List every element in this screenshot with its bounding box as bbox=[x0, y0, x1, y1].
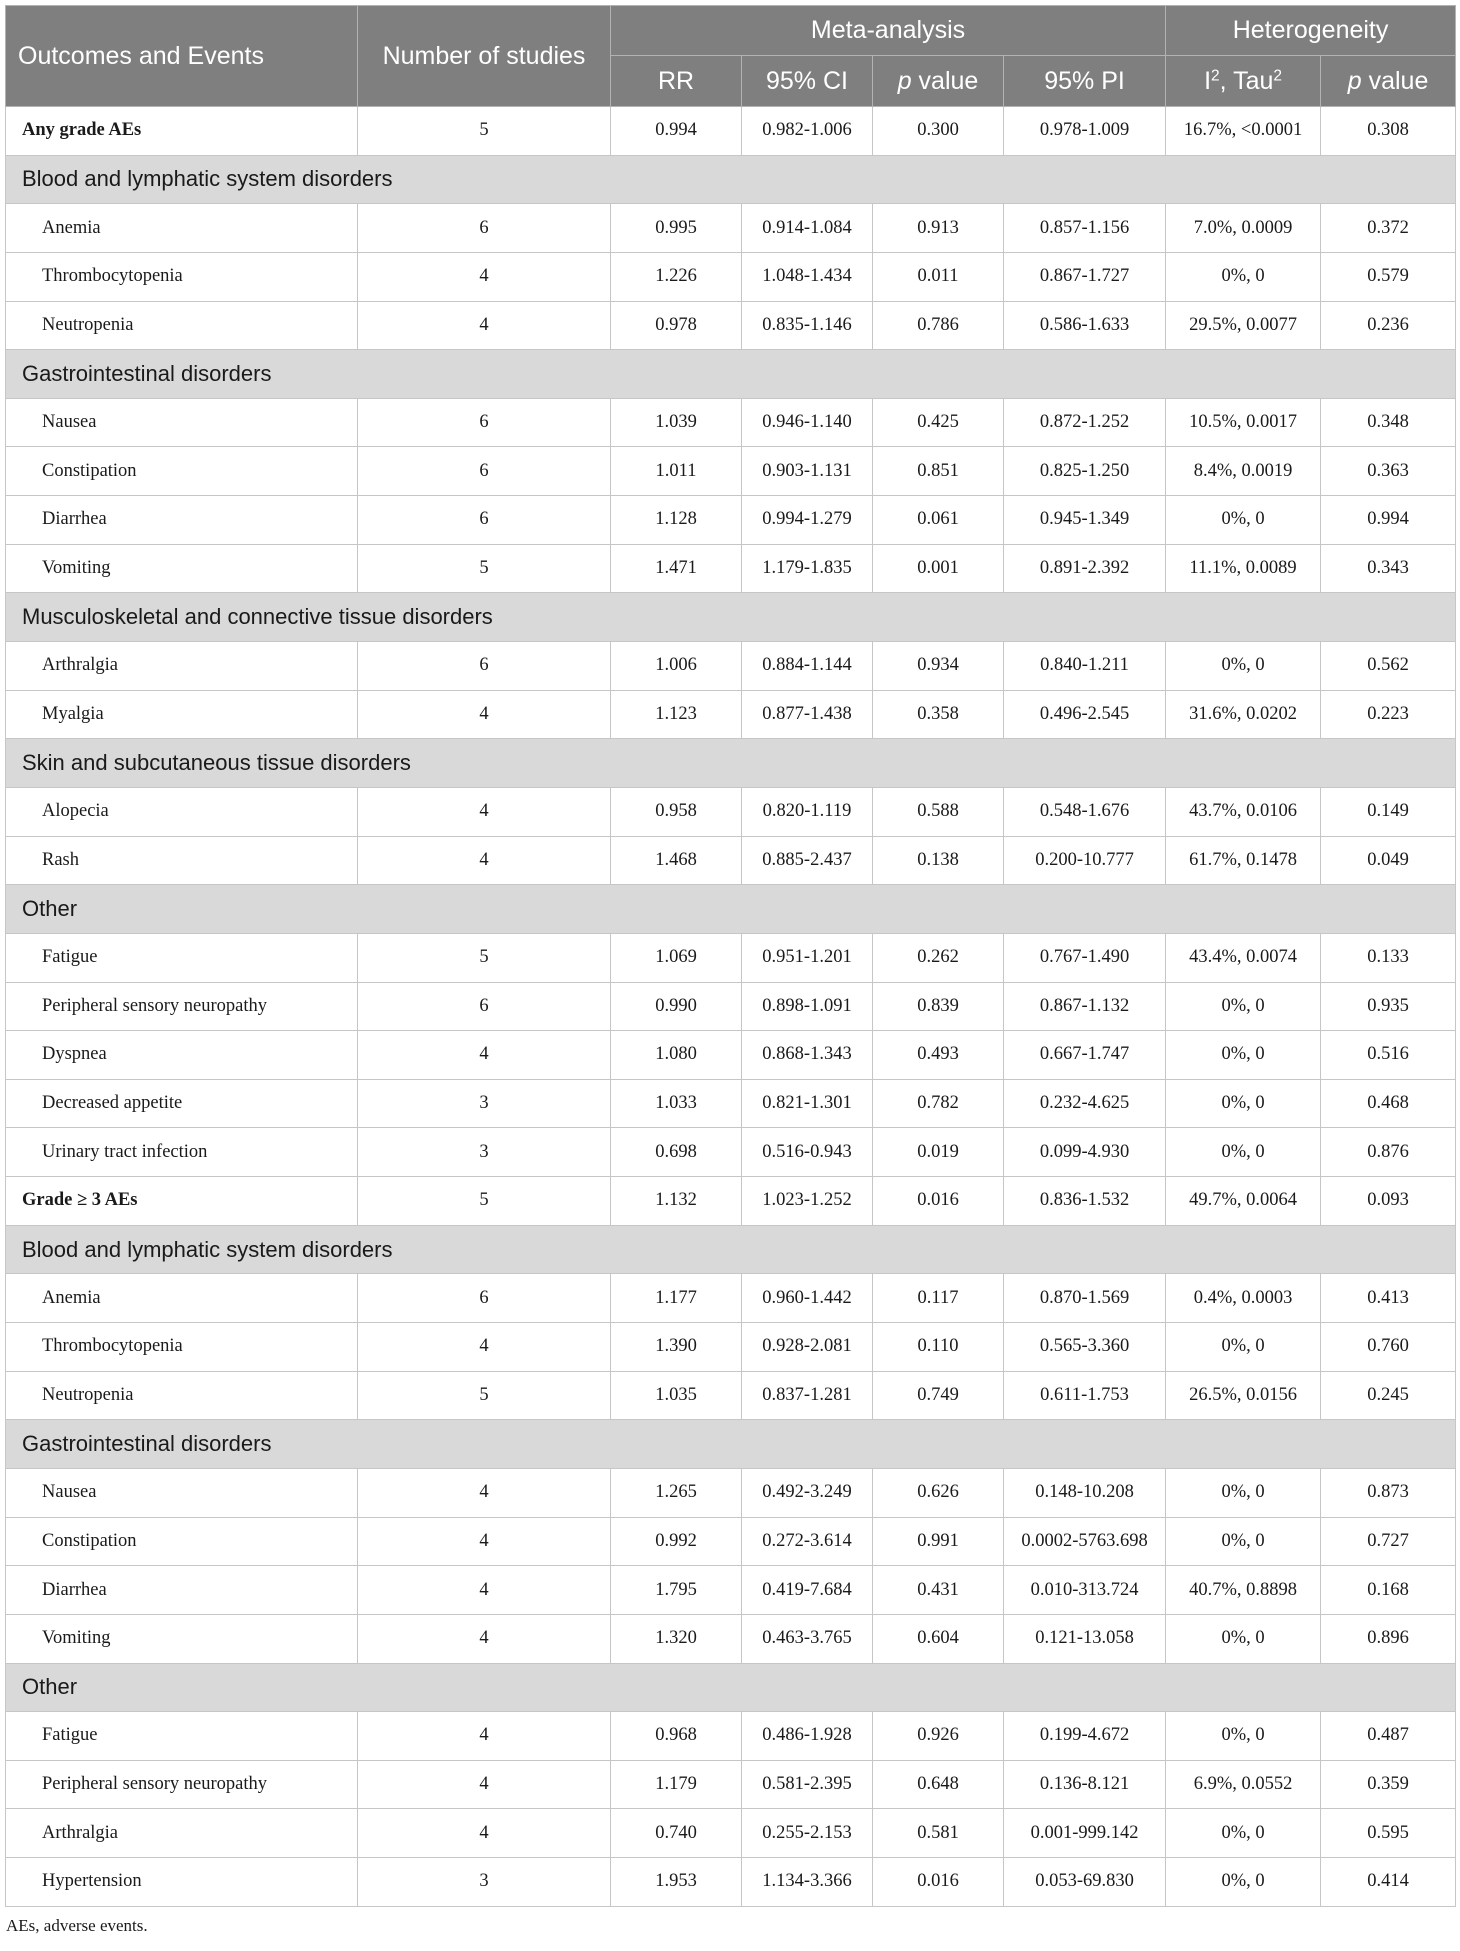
num-studies-header: Number of studies bbox=[358, 6, 611, 107]
ci-cell: 0.492-3.249 bbox=[742, 1468, 873, 1517]
i2-tau2-cell: 43.4%, 0.0074 bbox=[1166, 933, 1321, 982]
rr-cell: 1.080 bbox=[611, 1031, 742, 1080]
event-name-cell: Diarrhea bbox=[6, 1566, 358, 1615]
table-row bbox=[6, 252, 1456, 301]
heterogeneity-p-cell: 0.236 bbox=[1321, 301, 1456, 350]
adverse-events-table bbox=[5, 5, 1456, 1907]
pi-cell: 0.825-1.250 bbox=[1004, 447, 1166, 496]
i2-tau2-cell: 29.5%, 0.0077 bbox=[1166, 301, 1321, 350]
rr-cell: 1.177 bbox=[611, 1274, 742, 1323]
event-name-cell: Myalgia bbox=[6, 690, 358, 739]
pi-cell: 0.867-1.727 bbox=[1004, 252, 1166, 301]
category-label: Skin and subcutaneous tissue disorders bbox=[6, 739, 1456, 788]
category-row bbox=[6, 593, 1456, 642]
rr-cell: 0.740 bbox=[611, 1809, 742, 1858]
table-footnote: AEs, adverse events. bbox=[6, 1915, 148, 1935]
rr-cell: 1.953 bbox=[611, 1858, 742, 1907]
p-value-cell: 0.061 bbox=[873, 496, 1004, 545]
pi-cell: 0.867-1.132 bbox=[1004, 982, 1166, 1031]
event-name-cell: Any grade AEs bbox=[6, 107, 358, 156]
i2-tau2-cell: 0%, 0 bbox=[1166, 642, 1321, 691]
heterogeneity-p-cell: 0.049 bbox=[1321, 836, 1456, 885]
num-studies-cell: 5 bbox=[358, 933, 611, 982]
num-studies-cell: 6 bbox=[358, 398, 611, 447]
event-name-cell: Rash bbox=[6, 836, 358, 885]
category-label: Blood and lymphatic system disorders bbox=[6, 155, 1456, 204]
rr-cell: 1.069 bbox=[611, 933, 742, 982]
category-label: Other bbox=[6, 1663, 1456, 1712]
table-row bbox=[6, 1712, 1456, 1761]
pi-cell: 0.200-10.777 bbox=[1004, 836, 1166, 885]
pi-cell: 0.099-4.930 bbox=[1004, 1128, 1166, 1177]
num-studies-cell: 4 bbox=[358, 1031, 611, 1080]
i2-tau2-cell: 0%, 0 bbox=[1166, 1031, 1321, 1080]
table-row bbox=[6, 933, 1456, 982]
heterogeneity-p-cell: 0.876 bbox=[1321, 1128, 1456, 1177]
pi-cell: 0.548-1.676 bbox=[1004, 787, 1166, 836]
category-row bbox=[6, 885, 1456, 934]
heterogeneity-p-cell: 0.414 bbox=[1321, 1858, 1456, 1907]
ci-cell: 1.134-3.366 bbox=[742, 1858, 873, 1907]
summary-row bbox=[6, 1177, 1456, 1226]
ci-cell: 0.419-7.684 bbox=[742, 1566, 873, 1615]
i2-tau2-cell: 0%, 0 bbox=[1166, 1323, 1321, 1372]
i2-tau2-cell: 0%, 0 bbox=[1166, 496, 1321, 545]
category-row bbox=[6, 155, 1456, 204]
num-studies-cell: 5 bbox=[358, 544, 611, 593]
rr-cell: 0.698 bbox=[611, 1128, 742, 1177]
p-value-cell: 0.117 bbox=[873, 1274, 1004, 1323]
pi-cell: 0.001-999.142 bbox=[1004, 1809, 1166, 1858]
p-value-cell: 0.001 bbox=[873, 544, 1004, 593]
pi-cell: 0.148-10.208 bbox=[1004, 1468, 1166, 1517]
heterogeneity-p-cell: 0.562 bbox=[1321, 642, 1456, 691]
rr-cell: 1.128 bbox=[611, 496, 742, 545]
ci-cell: 0.820-1.119 bbox=[742, 787, 873, 836]
event-name-cell: Fatigue bbox=[6, 1712, 358, 1761]
event-name-cell: Thrombocytopenia bbox=[6, 1323, 358, 1372]
i2-tau2-cell: 0%, 0 bbox=[1166, 1517, 1321, 1566]
p-value-cell: 0.016 bbox=[873, 1858, 1004, 1907]
heterogeneity-p-cell: 0.093 bbox=[1321, 1177, 1456, 1226]
num-studies-cell: 5 bbox=[358, 1177, 611, 1226]
table-row bbox=[6, 1274, 1456, 1323]
ci-cell: 0.898-1.091 bbox=[742, 982, 873, 1031]
p-value-cell: 0.786 bbox=[873, 301, 1004, 350]
ci-cell: 0.868-1.343 bbox=[742, 1031, 873, 1080]
rr-cell: 1.039 bbox=[611, 398, 742, 447]
category-row bbox=[6, 1663, 1456, 1712]
table-row bbox=[6, 1371, 1456, 1420]
event-name-cell: Constipation bbox=[6, 1517, 358, 1566]
heterogeneity-p-cell: 0.896 bbox=[1321, 1614, 1456, 1663]
p-value-cell: 0.913 bbox=[873, 204, 1004, 253]
i2-tau2-cell: 43.7%, 0.0106 bbox=[1166, 787, 1321, 836]
event-name-cell: Hypertension bbox=[6, 1858, 358, 1907]
ci-cell: 0.994-1.279 bbox=[742, 496, 873, 545]
event-name-cell: Thrombocytopenia bbox=[6, 252, 358, 301]
table-row bbox=[6, 1079, 1456, 1128]
heterogeneity-p-cell: 0.935 bbox=[1321, 982, 1456, 1031]
rr-cell: 1.035 bbox=[611, 1371, 742, 1420]
category-row bbox=[6, 739, 1456, 788]
heterogeneity-p-cell: 0.348 bbox=[1321, 398, 1456, 447]
rr-cell: 1.033 bbox=[611, 1079, 742, 1128]
table-row bbox=[6, 1128, 1456, 1177]
event-name-cell: Grade ≥ 3 AEs bbox=[6, 1177, 358, 1226]
num-studies-cell: 3 bbox=[358, 1128, 611, 1177]
num-studies-cell: 4 bbox=[358, 1517, 611, 1566]
table-row bbox=[6, 1809, 1456, 1858]
ci-cell: 1.048-1.434 bbox=[742, 252, 873, 301]
pi-cell: 0.891-2.392 bbox=[1004, 544, 1166, 593]
event-name-cell: Anemia bbox=[6, 204, 358, 253]
p-value-cell: 0.493 bbox=[873, 1031, 1004, 1080]
category-row bbox=[6, 350, 1456, 399]
category-label: Gastrointestinal disorders bbox=[6, 350, 1456, 399]
category-label: Musculoskeletal and connective tissue disorders bbox=[6, 593, 1456, 642]
pi-cell: 0.0002-5763.698 bbox=[1004, 1517, 1166, 1566]
rr-cell: 0.990 bbox=[611, 982, 742, 1031]
heterogeneity-p-value-header: p value bbox=[1321, 56, 1456, 107]
i2-tau2-cell: 0%, 0 bbox=[1166, 982, 1321, 1031]
rr-cell: 0.968 bbox=[611, 1712, 742, 1761]
p-value-cell: 0.749 bbox=[873, 1371, 1004, 1420]
num-studies-cell: 5 bbox=[358, 107, 611, 156]
p-value-cell: 0.839 bbox=[873, 982, 1004, 1031]
heterogeneity-p-cell: 0.308 bbox=[1321, 107, 1456, 156]
pi-cell: 0.121-13.058 bbox=[1004, 1614, 1166, 1663]
i2-tau2-cell: 31.6%, 0.0202 bbox=[1166, 690, 1321, 739]
i2-tau2-cell: 0%, 0 bbox=[1166, 1614, 1321, 1663]
p-value-cell: 0.138 bbox=[873, 836, 1004, 885]
rr-cell: 1.123 bbox=[611, 690, 742, 739]
p-value-cell: 0.782 bbox=[873, 1079, 1004, 1128]
category-label: Other bbox=[6, 885, 1456, 934]
ci-cell: 0.885-2.437 bbox=[742, 836, 873, 885]
table-row bbox=[6, 1323, 1456, 1372]
heterogeneity-p-cell: 0.727 bbox=[1321, 1517, 1456, 1566]
pi-cell: 0.857-1.156 bbox=[1004, 204, 1166, 253]
rr-cell: 0.994 bbox=[611, 107, 742, 156]
event-name-cell: Urinary tract infection bbox=[6, 1128, 358, 1177]
table-row bbox=[6, 204, 1456, 253]
i2-tau2-cell: 8.4%, 0.0019 bbox=[1166, 447, 1321, 496]
num-studies-cell: 6 bbox=[358, 204, 611, 253]
p-value-cell: 0.358 bbox=[873, 690, 1004, 739]
i2-tau2-cell: 0.4%, 0.0003 bbox=[1166, 1274, 1321, 1323]
ci-cell: 0.982-1.006 bbox=[742, 107, 873, 156]
table-header bbox=[6, 6, 1456, 107]
heterogeneity-p-cell: 0.359 bbox=[1321, 1760, 1456, 1809]
ci-cell: 0.960-1.442 bbox=[742, 1274, 873, 1323]
ci-cell: 1.179-1.835 bbox=[742, 544, 873, 593]
pi-cell: 0.840-1.211 bbox=[1004, 642, 1166, 691]
heterogeneity-p-cell: 0.223 bbox=[1321, 690, 1456, 739]
p-value-cell: 0.934 bbox=[873, 642, 1004, 691]
pi-cell: 0.053-69.830 bbox=[1004, 1858, 1166, 1907]
meta-analysis-header: Meta-analysis bbox=[611, 6, 1166, 56]
num-studies-cell: 4 bbox=[358, 301, 611, 350]
table-row bbox=[6, 1858, 1456, 1907]
num-studies-cell: 4 bbox=[358, 690, 611, 739]
table-row bbox=[6, 1566, 1456, 1615]
summary-row bbox=[6, 107, 1456, 156]
rr-cell: 1.795 bbox=[611, 1566, 742, 1615]
i2-tau2-cell: 0%, 0 bbox=[1166, 1809, 1321, 1858]
table-row bbox=[6, 1517, 1456, 1566]
num-studies-cell: 6 bbox=[358, 496, 611, 545]
heterogeneity-p-cell: 0.372 bbox=[1321, 204, 1456, 253]
table-row bbox=[6, 1031, 1456, 1080]
i2-tau2-cell: 0%, 0 bbox=[1166, 1468, 1321, 1517]
rr-cell: 0.958 bbox=[611, 787, 742, 836]
pi-cell: 0.870-1.569 bbox=[1004, 1274, 1166, 1323]
p-value-cell: 0.581 bbox=[873, 1809, 1004, 1858]
ci-cell: 0.581-2.395 bbox=[742, 1760, 873, 1809]
i2-tau2-cell: 0%, 0 bbox=[1166, 1079, 1321, 1128]
ci-cell: 0.272-3.614 bbox=[742, 1517, 873, 1566]
heterogeneity-p-cell: 0.873 bbox=[1321, 1468, 1456, 1517]
num-studies-cell: 4 bbox=[358, 1712, 611, 1761]
num-studies-cell: 4 bbox=[358, 787, 611, 836]
rr-cell: 0.978 bbox=[611, 301, 742, 350]
table-row bbox=[6, 544, 1456, 593]
ci-cell: 0.914-1.084 bbox=[742, 204, 873, 253]
event-name-cell: Peripheral sensory neuropathy bbox=[6, 1760, 358, 1809]
event-name-cell: Vomiting bbox=[6, 544, 358, 593]
ci-cell: 0.884-1.144 bbox=[742, 642, 873, 691]
num-studies-cell: 4 bbox=[358, 1468, 611, 1517]
num-studies-cell: 4 bbox=[358, 1809, 611, 1858]
event-name-cell: Fatigue bbox=[6, 933, 358, 982]
rr-cell: 1.390 bbox=[611, 1323, 742, 1372]
heterogeneity-p-cell: 0.363 bbox=[1321, 447, 1456, 496]
p-value-cell: 0.926 bbox=[873, 1712, 1004, 1761]
pi-cell: 0.136-8.121 bbox=[1004, 1760, 1166, 1809]
event-name-cell: Alopecia bbox=[6, 787, 358, 836]
category-row bbox=[6, 1420, 1456, 1469]
num-studies-cell: 6 bbox=[358, 447, 611, 496]
num-studies-cell: 6 bbox=[358, 982, 611, 1031]
num-studies-cell: 5 bbox=[358, 1371, 611, 1420]
num-studies-cell: 3 bbox=[358, 1079, 611, 1128]
i2-tau2-cell: 10.5%, 0.0017 bbox=[1166, 398, 1321, 447]
num-studies-cell: 6 bbox=[358, 1274, 611, 1323]
rr-cell: 1.265 bbox=[611, 1468, 742, 1517]
pi-cell: 0.945-1.349 bbox=[1004, 496, 1166, 545]
heterogeneity-p-cell: 0.516 bbox=[1321, 1031, 1456, 1080]
event-name-cell: Vomiting bbox=[6, 1614, 358, 1663]
i2-tau2-cell: 0%, 0 bbox=[1166, 1858, 1321, 1907]
heterogeneity-p-cell: 0.245 bbox=[1321, 1371, 1456, 1420]
event-name-cell: Nausea bbox=[6, 1468, 358, 1517]
heterogeneity-p-cell: 0.133 bbox=[1321, 933, 1456, 982]
outcomes-header: Outcomes and Events bbox=[6, 6, 358, 107]
heterogeneity-p-cell: 0.343 bbox=[1321, 544, 1456, 593]
event-name-cell: Decreased appetite bbox=[6, 1079, 358, 1128]
table-row bbox=[6, 982, 1456, 1031]
p-value-cell: 0.604 bbox=[873, 1614, 1004, 1663]
p-value-cell: 0.016 bbox=[873, 1177, 1004, 1226]
pi-cell: 0.565-3.360 bbox=[1004, 1323, 1166, 1372]
ci-cell: 0.928-2.081 bbox=[742, 1323, 873, 1372]
table-row bbox=[6, 787, 1456, 836]
pi-cell: 0.836-1.532 bbox=[1004, 1177, 1166, 1226]
p-value-cell: 0.431 bbox=[873, 1566, 1004, 1615]
p-value-cell: 0.011 bbox=[873, 252, 1004, 301]
p-value-cell: 0.588 bbox=[873, 787, 1004, 836]
rr-cell: 0.992 bbox=[611, 1517, 742, 1566]
table-body bbox=[6, 107, 1456, 1907]
heterogeneity-p-cell: 0.994 bbox=[1321, 496, 1456, 545]
pi-cell: 0.872-1.252 bbox=[1004, 398, 1166, 447]
num-studies-cell: 4 bbox=[358, 1323, 611, 1372]
table-row bbox=[6, 642, 1456, 691]
heterogeneity-p-cell: 0.579 bbox=[1321, 252, 1456, 301]
event-name-cell: Anemia bbox=[6, 1274, 358, 1323]
event-name-cell: Neutropenia bbox=[6, 1371, 358, 1420]
pi-header: 95% PI bbox=[1004, 56, 1166, 107]
event-name-cell: Constipation bbox=[6, 447, 358, 496]
i2-tau2-cell: 26.5%, 0.0156 bbox=[1166, 1371, 1321, 1420]
heterogeneity-p-cell: 0.487 bbox=[1321, 1712, 1456, 1761]
pi-cell: 0.586-1.633 bbox=[1004, 301, 1166, 350]
rr-cell: 0.995 bbox=[611, 204, 742, 253]
ci-cell: 0.516-0.943 bbox=[742, 1128, 873, 1177]
i2-tau2-header: $I^2$, Tau$^2$ bbox=[1166, 56, 1321, 107]
p-value-cell: 0.019 bbox=[873, 1128, 1004, 1177]
i2-tau2-cell: 0%, 0 bbox=[1166, 252, 1321, 301]
table-row bbox=[6, 836, 1456, 885]
pi-cell: 0.496-2.545 bbox=[1004, 690, 1166, 739]
category-label: Blood and lymphatic system disorders bbox=[6, 1225, 1456, 1274]
heterogeneity-p-cell: 0.595 bbox=[1321, 1809, 1456, 1858]
i2-tau2-cell: 16.7%, <0.0001 bbox=[1166, 107, 1321, 156]
num-studies-cell: 4 bbox=[358, 1614, 611, 1663]
p-value-cell: 0.648 bbox=[873, 1760, 1004, 1809]
ci-cell: 0.463-3.765 bbox=[742, 1614, 873, 1663]
rr-header: RR bbox=[611, 56, 742, 107]
i2-tau2-cell: 7.0%, 0.0009 bbox=[1166, 204, 1321, 253]
pi-cell: 0.978-1.009 bbox=[1004, 107, 1166, 156]
ci-cell: 0.877-1.438 bbox=[742, 690, 873, 739]
event-name-cell: Arthralgia bbox=[6, 1809, 358, 1858]
table-row bbox=[6, 398, 1456, 447]
i2-tau2-cell: 11.1%, 0.0089 bbox=[1166, 544, 1321, 593]
rr-cell: 1.320 bbox=[611, 1614, 742, 1663]
i2-tau2-cell: 0%, 0 bbox=[1166, 1712, 1321, 1761]
num-studies-cell: 4 bbox=[358, 1566, 611, 1615]
num-studies-cell: 4 bbox=[358, 836, 611, 885]
pi-cell: 0.010-313.724 bbox=[1004, 1566, 1166, 1615]
rr-cell: 1.006 bbox=[611, 642, 742, 691]
ci-cell: 0.835-1.146 bbox=[742, 301, 873, 350]
table-row bbox=[6, 1760, 1456, 1809]
p-value-cell: 0.991 bbox=[873, 1517, 1004, 1566]
rr-cell: 1.226 bbox=[611, 252, 742, 301]
i2-tau2-cell: 6.9%, 0.0552 bbox=[1166, 1760, 1321, 1809]
i2-tau2-cell: 61.7%, 0.1478 bbox=[1166, 836, 1321, 885]
ci-cell: 0.486-1.928 bbox=[742, 1712, 873, 1761]
table-row bbox=[6, 690, 1456, 739]
rr-cell: 1.471 bbox=[611, 544, 742, 593]
event-name-cell: Neutropenia bbox=[6, 301, 358, 350]
rr-cell: 1.468 bbox=[611, 836, 742, 885]
table-row bbox=[6, 447, 1456, 496]
p-value-cell: 0.851 bbox=[873, 447, 1004, 496]
pi-cell: 0.667-1.747 bbox=[1004, 1031, 1166, 1080]
p-value-cell: 0.626 bbox=[873, 1468, 1004, 1517]
category-label: Gastrointestinal disorders bbox=[6, 1420, 1456, 1469]
i2-tau2-cell: 40.7%, 0.8898 bbox=[1166, 1566, 1321, 1615]
event-name-cell: Diarrhea bbox=[6, 496, 358, 545]
event-name-cell: Dyspnea bbox=[6, 1031, 358, 1080]
p-value-cell: 0.110 bbox=[873, 1323, 1004, 1372]
p-value-header: p value bbox=[873, 56, 1004, 107]
rr-cell: 1.132 bbox=[611, 1177, 742, 1226]
heterogeneity-header: Heterogeneity bbox=[1166, 6, 1456, 56]
event-name-cell: Arthralgia bbox=[6, 642, 358, 691]
num-studies-cell: 4 bbox=[358, 252, 611, 301]
heterogeneity-p-cell: 0.168 bbox=[1321, 1566, 1456, 1615]
p-value-cell: 0.425 bbox=[873, 398, 1004, 447]
num-studies-cell: 3 bbox=[358, 1858, 611, 1907]
table-row bbox=[6, 1614, 1456, 1663]
table-row bbox=[6, 301, 1456, 350]
pi-cell: 0.199-4.672 bbox=[1004, 1712, 1166, 1761]
pi-cell: 0.611-1.753 bbox=[1004, 1371, 1166, 1420]
p-value-cell: 0.300 bbox=[873, 107, 1004, 156]
heterogeneity-p-cell: 0.149 bbox=[1321, 787, 1456, 836]
ci-header: 95% CI bbox=[742, 56, 873, 107]
i2-tau2-cell: 49.7%, 0.0064 bbox=[1166, 1177, 1321, 1226]
ci-cell: 0.951-1.201 bbox=[742, 933, 873, 982]
ci-cell: 1.023-1.252 bbox=[742, 1177, 873, 1226]
event-name-cell: Nausea bbox=[6, 398, 358, 447]
ci-cell: 0.821-1.301 bbox=[742, 1079, 873, 1128]
i2-tau2-cell: 0%, 0 bbox=[1166, 1128, 1321, 1177]
event-name-cell: Peripheral sensory neuropathy bbox=[6, 982, 358, 1031]
ci-cell: 0.903-1.131 bbox=[742, 447, 873, 496]
p-value-cell: 0.262 bbox=[873, 933, 1004, 982]
rr-cell: 1.011 bbox=[611, 447, 742, 496]
heterogeneity-p-cell: 0.413 bbox=[1321, 1274, 1456, 1323]
heterogeneity-p-cell: 0.468 bbox=[1321, 1079, 1456, 1128]
table-row bbox=[6, 1468, 1456, 1517]
heterogeneity-p-cell: 0.760 bbox=[1321, 1323, 1456, 1372]
num-studies-cell: 4 bbox=[358, 1760, 611, 1809]
pi-cell: 0.767-1.490 bbox=[1004, 933, 1166, 982]
ci-cell: 0.946-1.140 bbox=[742, 398, 873, 447]
category-row bbox=[6, 1225, 1456, 1274]
pi-cell: 0.232-4.625 bbox=[1004, 1079, 1166, 1128]
table-row bbox=[6, 496, 1456, 545]
ci-cell: 0.255-2.153 bbox=[742, 1809, 873, 1858]
rr-cell: 1.179 bbox=[611, 1760, 742, 1809]
ci-cell: 0.837-1.281 bbox=[742, 1371, 873, 1420]
num-studies-cell: 6 bbox=[358, 642, 611, 691]
